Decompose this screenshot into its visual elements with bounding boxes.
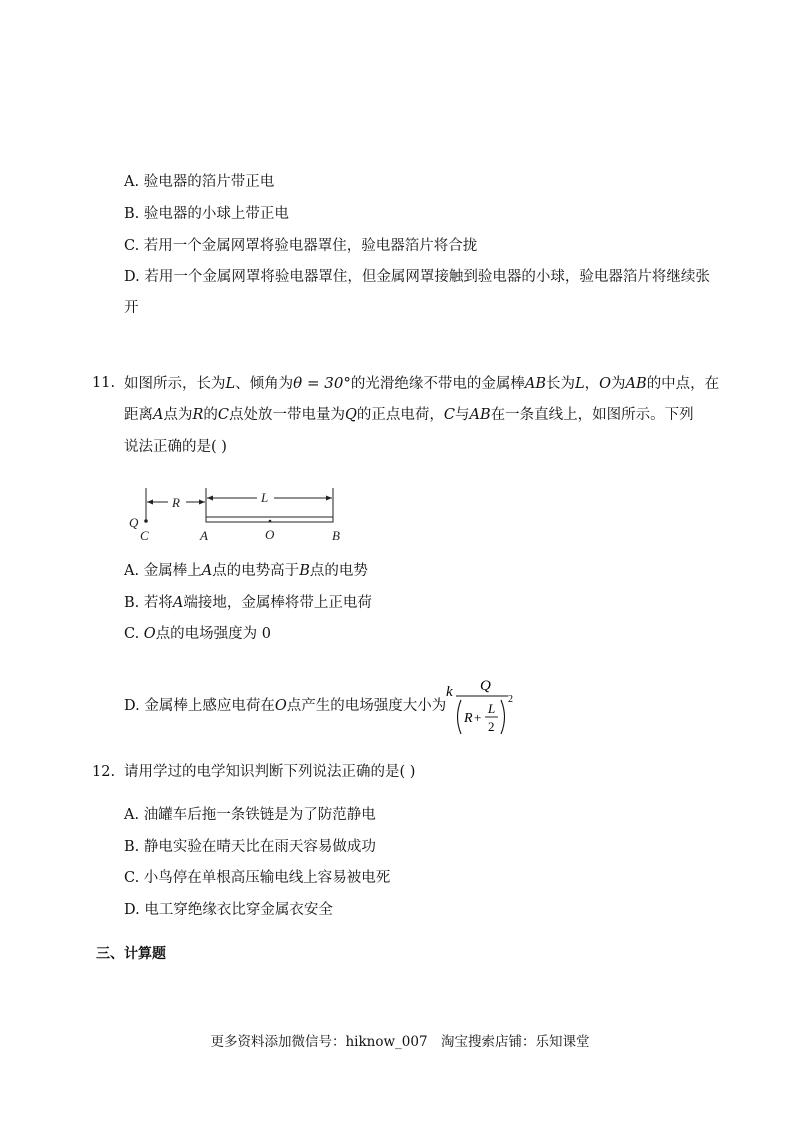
label-o: O xyxy=(265,527,275,542)
q12-option-b: B. 静电实验在晴天比在雨天容易做成功 xyxy=(124,839,376,855)
formula-numerator: Q xyxy=(480,678,491,694)
q11-option-a: A. 金属棒上A点的电势高于B点的电势 xyxy=(124,563,368,579)
q11-number: 11. xyxy=(92,375,116,391)
midpoint-o xyxy=(269,520,272,523)
q11-figure xyxy=(124,484,354,544)
q11-option-d: D. 金属棒上感应电荷在O点产生的电场强度大小为 xyxy=(124,698,447,714)
formula-exponent: 2 xyxy=(508,694,513,705)
label-q: Q xyxy=(129,515,139,530)
q12-option-a: A. 油罐车后拖一条铁链是为了防范静电 xyxy=(124,807,376,823)
q12-option-c: C. 小鸟停在单根高压输电线上容易被电死 xyxy=(124,870,391,886)
q10-option-a: A. 验电器的箔片带正电 xyxy=(124,174,275,190)
q11-option-b: B. 若将A端接地，金属棒将带上正电荷 xyxy=(124,595,372,611)
charge-point-c xyxy=(144,519,148,523)
label-b: B xyxy=(332,528,340,543)
q12-option-d: D. 电工穿绝缘衣比穿金属衣安全 xyxy=(124,902,333,918)
formula-l: L xyxy=(488,701,496,716)
label-a: A xyxy=(200,528,208,543)
q11-option-c: C. O点的电场强度为 0 xyxy=(124,626,272,642)
label-l: L xyxy=(261,490,269,505)
formula-plus: + xyxy=(474,710,482,725)
section-3-title: 三、计算题 xyxy=(96,946,166,962)
formula-k: k xyxy=(446,684,453,700)
formula-r: R xyxy=(464,711,473,726)
label-r: R xyxy=(172,495,180,510)
q12-stem: 请用学过的电学知识判断下列说法正确的是( ) xyxy=(124,764,416,780)
page-footer: 更多资料添加微信号：hiknow_007 淘宝搜索店铺：乐知课堂 xyxy=(210,1034,590,1050)
q10-option-c: C. 若用一个金属网罩将验电器罩住，验电器箔片将合拢 xyxy=(124,238,478,254)
label-c: C xyxy=(140,528,149,543)
q10-option-b: B. 验电器的小球上带正电 xyxy=(124,206,289,222)
q10-option-d-line2: 开 xyxy=(124,300,139,316)
formula-two: 2 xyxy=(488,719,495,734)
q12-number: 12. xyxy=(92,764,116,780)
q11-stem-line2: 距离A点为R的C点处放一带电量为Q的正点电荷，C与AB在一条直线上，如图所示。下列 xyxy=(124,407,694,423)
q10-option-d-line1: D. 若用一个金属网罩将验电器罩住，但金属网罩接触到验电器的小球，验电器箔片将继续张 xyxy=(124,269,710,285)
q11-stem-line1: 如图所示，长为L、倾角为θ = 30°的光滑绝缘不带电的金属棒AB长为L，O为AB的中点，在 xyxy=(124,374,720,392)
q11-formula xyxy=(444,674,524,738)
q11-stem-line3: 说法正确的是( ) xyxy=(124,439,227,455)
